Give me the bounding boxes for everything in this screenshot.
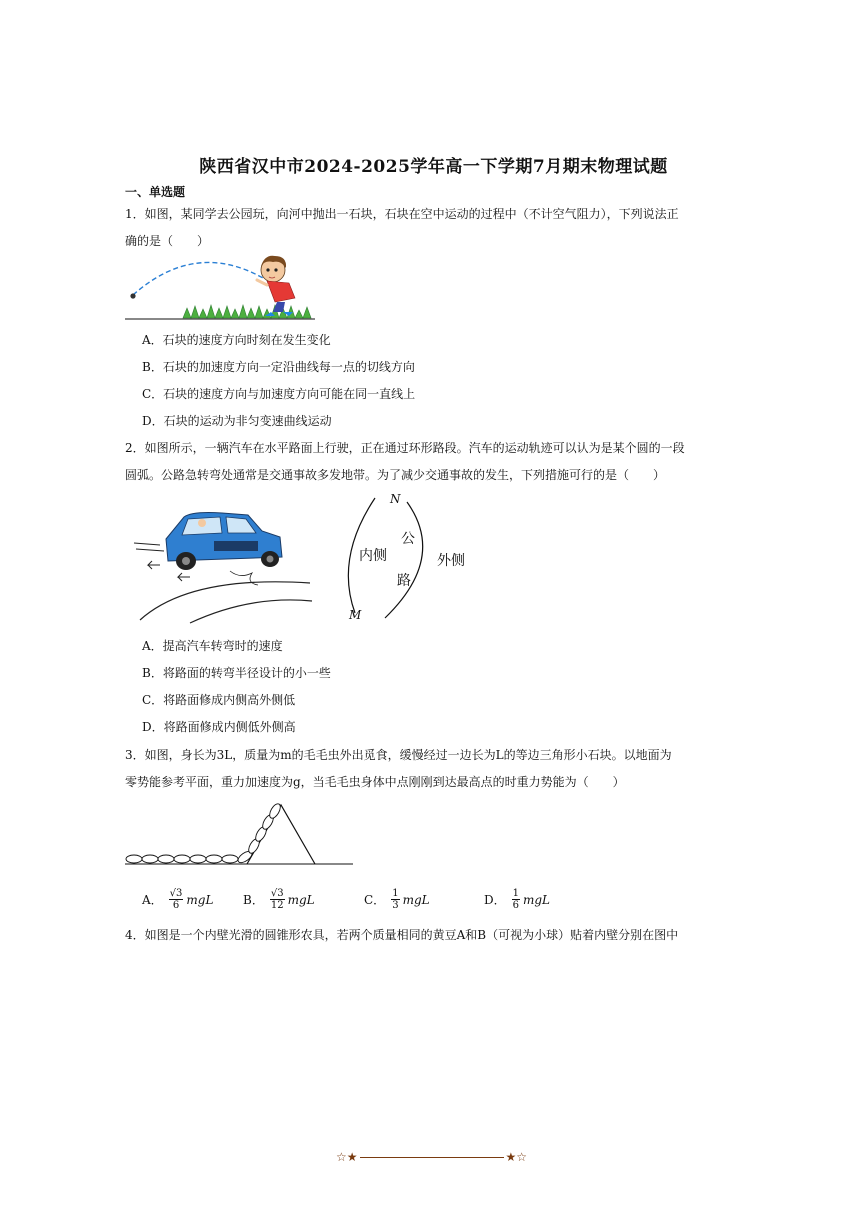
q3-option-c-label: C． — [364, 893, 386, 907]
label-road-1: 公 — [401, 531, 415, 547]
q2-stem-line1: 2．如图所示，一辆汽车在水平路面上行驶，正在通过环形路段。汽车的运动轨迹可以认为是某个圆的一段 — [125, 441, 685, 455]
q3-option-d-unit: mgL — [523, 892, 551, 907]
q3-option-a-fraction: $\frac{√3}{6}$ — [169, 888, 183, 911]
q3-option-b-label: B． — [243, 893, 264, 907]
car — [166, 513, 282, 571]
road-edge-inner — [140, 582, 310, 620]
q1-stem-line2: 确的是（ ） — [125, 234, 210, 248]
section-heading: 一、单选题 — [125, 185, 186, 199]
road-edge-outer — [190, 600, 312, 623]
page-title: 陕西省汉中市2024-2025学年高一下学期7月期末物理试题 — [199, 157, 668, 177]
label-inner-side: 内侧 — [359, 548, 387, 564]
q3-option-d-fraction: $\frac{1}{6}$ — [512, 888, 519, 911]
q3-option-a-label: A． — [142, 893, 163, 907]
q1-option-a[interactable]: A．石块的速度方向时刻在发生变化 — [142, 333, 331, 347]
q3-option-d-label: D． — [484, 893, 506, 907]
label-road-2: 路 — [397, 573, 411, 589]
q2-option-c[interactable]: C．将路面修成内侧高外侧低 — [142, 693, 296, 707]
q3-option-b[interactable] — [243, 888, 315, 911]
q3-option-b-unit: mgL — [287, 892, 315, 907]
trajectory-curve — [133, 262, 263, 295]
q3-option-b-fraction: $\frac{√3}{12}$ — [270, 888, 284, 911]
outer-curve — [385, 502, 423, 618]
label-outer-side: 外侧 — [437, 553, 465, 569]
grass — [183, 305, 311, 318]
q3-option-d[interactable] — [484, 888, 550, 911]
q3-option-a-unit: mgL — [186, 892, 214, 907]
q3-stem-line2: 零势能参考平面，重力加速度为g，当毛毛虫身体中点刚刚到达最高点的时重力势能为（ ） — [125, 775, 625, 789]
q2-option-b[interactable]: B．将路面的转弯半径设计的小一些 — [142, 666, 331, 680]
q2-figure-car-turning — [130, 505, 315, 625]
q1-figure-stone-throw — [125, 250, 320, 325]
q2-stem-line2: 圆弧。公路急转弯处通常是交通事故多发地带。为了减少交通事故的发生，下列措施可行的是（ ） — [125, 468, 666, 482]
q3-figure-caterpillar — [125, 800, 355, 870]
q1-option-b[interactable]: B．石块的加速度方向一定沿曲线每一点的切线方向 — [142, 360, 415, 374]
q2-option-d[interactable]: D．将路面修成内侧低外侧高 — [142, 720, 296, 734]
footer-stars-left: ☆★ — [336, 1150, 358, 1164]
q1-option-d[interactable]: D．石块的运动为非匀变速曲线运动 — [142, 414, 332, 428]
footer-ornament — [336, 1150, 527, 1164]
footer-stars-right: ★☆ — [505, 1150, 528, 1164]
footer-rule — [360, 1157, 504, 1158]
label-m: M — [349, 608, 362, 622]
label-n: N — [390, 492, 401, 506]
stone — [130, 293, 135, 298]
q1-option-c[interactable]: C．石块的速度方向与加速度方向可能在同一直线上 — [142, 387, 416, 401]
q1-stem-line1: 1．如图，某同学去公园玩，向河中抛出一石块，石块在空中运动的过程中（不计空气阻力），下列说法正 — [125, 207, 679, 221]
q3-stem-line1: 3．如图，身长为3L，质量为m的毛毛虫外出觅食，缓慢经过一边长为L的等边三角形小石块。以地面为 — [125, 748, 672, 762]
q4-stem-line1: 4．如图是一个内壁光滑的圆锥形农具，若两个质量相同的黄豆A和B（可视为小球）贴着内壁分别在图中 — [125, 928, 679, 942]
q3-option-c-fraction: $\frac{1}{3}$ — [392, 888, 399, 911]
q2-option-a[interactable]: A．提高汽车转弯时的速度 — [142, 639, 283, 653]
motion-lines — [134, 543, 164, 551]
q3-option-c[interactable] — [364, 888, 430, 911]
q3-option-c-unit: mgL — [402, 892, 430, 907]
boy-figure — [257, 256, 295, 316]
caterpillar-body — [126, 802, 282, 865]
q3-option-a[interactable] — [142, 888, 213, 911]
